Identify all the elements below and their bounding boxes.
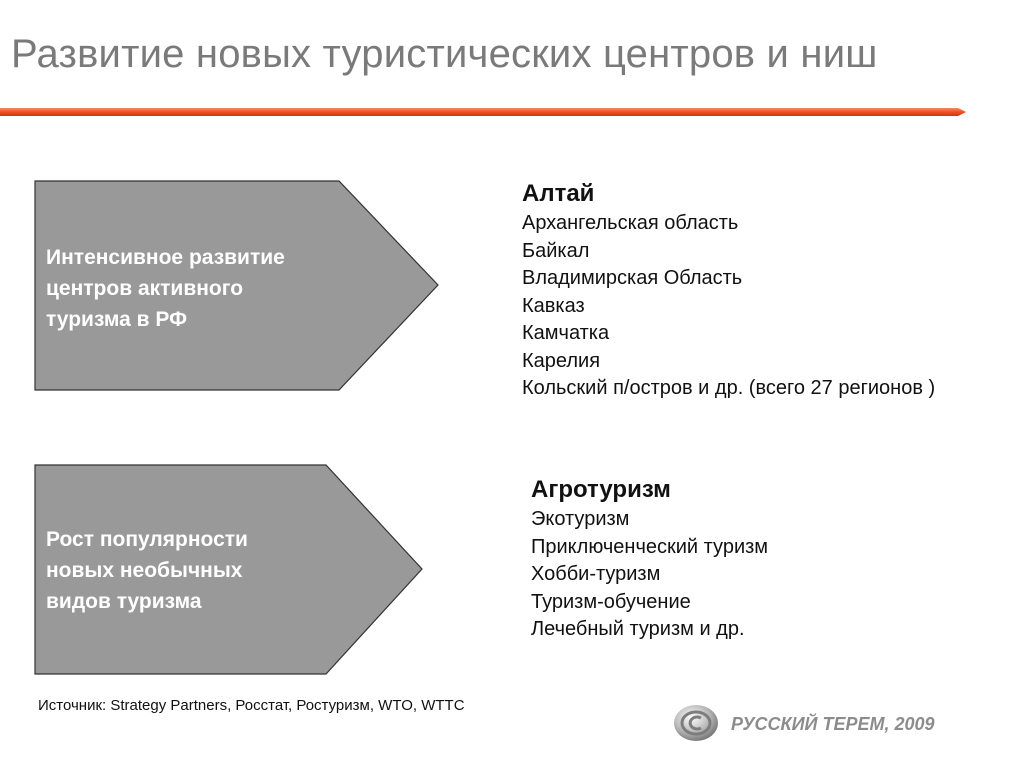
arrow-text-1-line-3: туризма в РФ [46,308,188,331]
tourism-types-list [531,476,768,644]
arrow-text-2 [46,524,248,617]
tourism-types-heading: Агротуризм [531,476,671,503]
list-item: Туризм-обучение [531,590,691,613]
list-item: Приключенческий туризм [531,535,769,558]
slide-title: Развитие новых туристических центров и ниш [11,32,878,76]
footer-brand: РУССКИЙ ТЕРЕМ, 2009 [731,714,935,734]
source-note: Источник: Strategy Partners, Росстат, Ростуризм, WTO, WTTC [38,697,465,714]
region-list [522,180,935,403]
arrow-text-2-line-2: новых необычных [46,559,243,582]
list-item: Хобби-туризм [531,563,661,585]
arrow-text-2-line-1: Рост популярности [46,528,248,551]
title-underline [0,104,970,120]
region-list-heading: Алтай [522,180,595,207]
arrow-text-1 [46,242,285,335]
list-item: Владимирская Область [522,267,743,289]
list-item: Лечебный туризм и др. [531,618,745,640]
copyright-logo-icon [670,700,722,746]
list-item: Байкал [522,239,590,262]
list-item: Кольский п/остров и др. (всего 27 регионов ) [522,377,936,399]
arrow-text-1-line-2: центров активного [46,277,244,300]
list-item: Архангельская область [522,212,739,234]
list-item: Экотуризм [531,508,630,530]
list-item: Кавказ [522,294,585,317]
list-item: Камчатка [522,322,610,344]
arrow-text-2-line-3: видов туризма [46,590,202,613]
arrow-text-1-line-1: Интенсивное развитие [46,246,285,269]
list-item: Карелия [522,349,601,372]
